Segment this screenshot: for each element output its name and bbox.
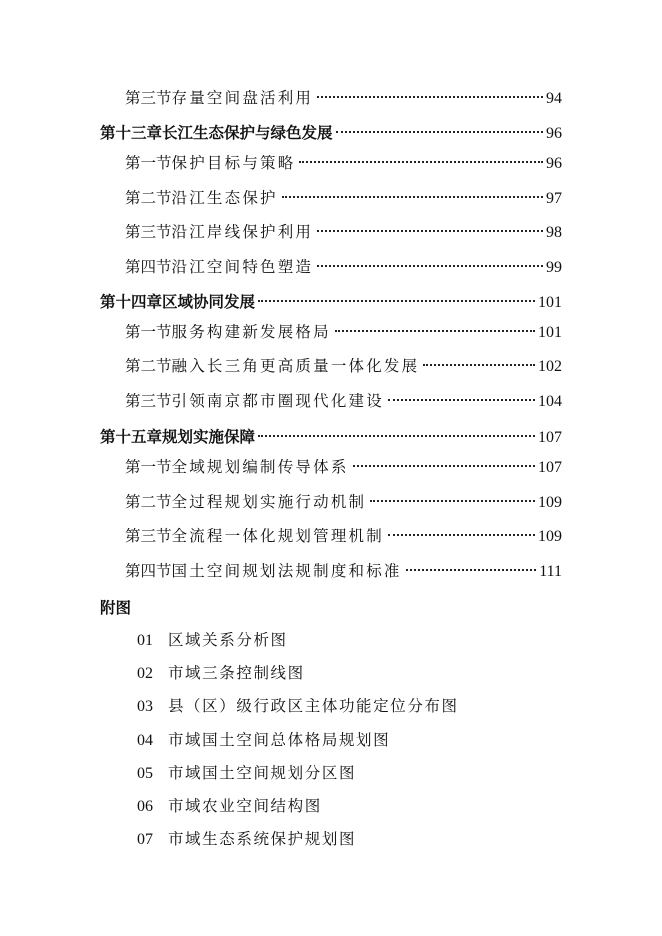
- chapter-label: 第十三章: [100, 123, 163, 142]
- page-number: 96: [546, 125, 562, 142]
- figure-number: 03: [137, 698, 153, 715]
- toc-entry[interactable]: [125, 523, 562, 549]
- figure-title: 市域国土空间规划分区图: [167, 764, 357, 782]
- section-title: 服务构建新发展格局: [171, 323, 331, 341]
- dot-leader: [335, 330, 535, 332]
- figure-number: 02: [137, 665, 153, 682]
- appendix-figure-item[interactable]: [137, 760, 356, 787]
- chapter-label: 第十五章: [100, 427, 163, 446]
- toc-entry[interactable]: [125, 219, 562, 245]
- chapter-label: 第十四章: [100, 292, 163, 311]
- figure-number: 05: [137, 765, 153, 782]
- dot-leader: [370, 500, 535, 502]
- dot-leader: [353, 465, 535, 467]
- section-title: 沿江生态保护: [171, 189, 278, 207]
- page-number: 98: [546, 224, 562, 241]
- toc-entry[interactable]: [125, 489, 562, 515]
- figure-title: 市域生态系统保护规划图: [167, 830, 357, 848]
- appendix-figure-item[interactable]: [137, 693, 459, 720]
- figure-title: 县（区）级行政区主体功能定位分布图: [167, 697, 459, 715]
- section-label: 第四节: [125, 258, 172, 276]
- section-title: 融入长三角更高质量一体化发展: [171, 357, 420, 375]
- appendix-figure-item[interactable]: [137, 627, 288, 654]
- toc-entry[interactable]: [125, 85, 562, 111]
- dot-leader: [258, 435, 535, 437]
- dot-leader: [406, 569, 537, 571]
- page-number: 94: [546, 90, 562, 107]
- toc-chapter-entry[interactable]: [100, 289, 562, 315]
- page-number: 101: [538, 324, 562, 341]
- section-title: 全过程规划实施行动机制: [171, 493, 367, 511]
- toc-entry[interactable]: [125, 254, 562, 280]
- dot-leader: [388, 399, 535, 401]
- toc-entry[interactable]: [125, 150, 562, 176]
- section-title: 沿江空间特色塑造: [171, 258, 314, 276]
- page-number: 99: [546, 259, 562, 276]
- section-title: 引领南京都市圈现代化建设: [171, 392, 384, 410]
- dot-leader: [388, 534, 535, 536]
- figure-number: 04: [137, 732, 153, 749]
- figure-title: 市域国土空间总体格局规划图: [167, 731, 391, 749]
- dot-leader: [423, 364, 535, 366]
- appendix-heading: 附图: [100, 598, 132, 617]
- page-number: 107: [538, 429, 562, 446]
- dot-leader: [258, 300, 535, 302]
- appendix-figure-item[interactable]: [137, 660, 305, 687]
- page-number: 109: [538, 494, 562, 511]
- dot-leader: [317, 265, 543, 267]
- appendix-figure-item[interactable]: [137, 793, 322, 820]
- section-label: 第二节: [125, 189, 172, 207]
- section-label: 第二节: [125, 357, 172, 375]
- page-number: 111: [539, 563, 562, 580]
- page-number: 107: [538, 459, 562, 476]
- section-title: 全域规划编制传导体系: [171, 458, 349, 476]
- toc-chapter-entry[interactable]: [100, 424, 562, 450]
- page-number: 109: [538, 528, 562, 545]
- toc-entry[interactable]: [125, 454, 562, 480]
- toc-entry[interactable]: [125, 388, 562, 414]
- dot-leader: [282, 196, 543, 198]
- toc-entry[interactable]: [125, 558, 562, 584]
- section-title: 存量空间盘活利用: [171, 89, 314, 107]
- section-title: 保护目标与策略: [171, 154, 296, 172]
- dot-leader: [317, 96, 543, 98]
- figure-title: 市域三条控制线图: [167, 664, 305, 682]
- toc-entry[interactable]: [125, 185, 562, 211]
- figure-number: 01: [137, 632, 153, 649]
- section-title: 全流程一体化规划管理机制: [171, 527, 384, 545]
- dot-leader: [336, 131, 543, 133]
- toc-entry[interactable]: [125, 319, 562, 345]
- section-label: 第三节: [125, 392, 172, 410]
- appendix-figure-item[interactable]: [137, 727, 390, 754]
- page-number: 96: [546, 155, 562, 172]
- section-title: 沿江岸线保护利用: [171, 223, 314, 241]
- figure-number: 07: [137, 831, 153, 848]
- section-label: 第一节: [125, 154, 172, 172]
- section-label: 第一节: [125, 458, 172, 476]
- toc-chapter-entry[interactable]: [100, 120, 562, 146]
- page-number: 104: [538, 393, 562, 410]
- page-number: 102: [538, 358, 562, 375]
- section-label: 第一节: [125, 323, 172, 341]
- section-label: 第三节: [125, 89, 172, 107]
- section-label: 第三节: [125, 223, 172, 241]
- chapter-title: 长江生态保护与绿色发展: [162, 123, 333, 142]
- page-number: 97: [546, 190, 562, 207]
- appendix-figure-item[interactable]: [137, 826, 356, 853]
- toc-entry[interactable]: [125, 353, 562, 379]
- dot-leader: [299, 161, 543, 163]
- section-title: 国土空间规划法规制度和标准: [171, 562, 402, 580]
- chapter-title: 区域协同发展: [162, 292, 256, 311]
- section-label: 第二节: [125, 493, 172, 511]
- section-label: 第三节: [125, 527, 172, 545]
- chapter-title: 规划实施保障: [162, 427, 256, 446]
- dot-leader: [317, 230, 543, 232]
- page-number: 101: [538, 294, 562, 311]
- figure-number: 06: [137, 798, 153, 815]
- figure-title: 区域关系分析图: [167, 631, 288, 649]
- figure-title: 市域农业空间结构图: [167, 797, 322, 815]
- section-label: 第四节: [125, 562, 172, 580]
